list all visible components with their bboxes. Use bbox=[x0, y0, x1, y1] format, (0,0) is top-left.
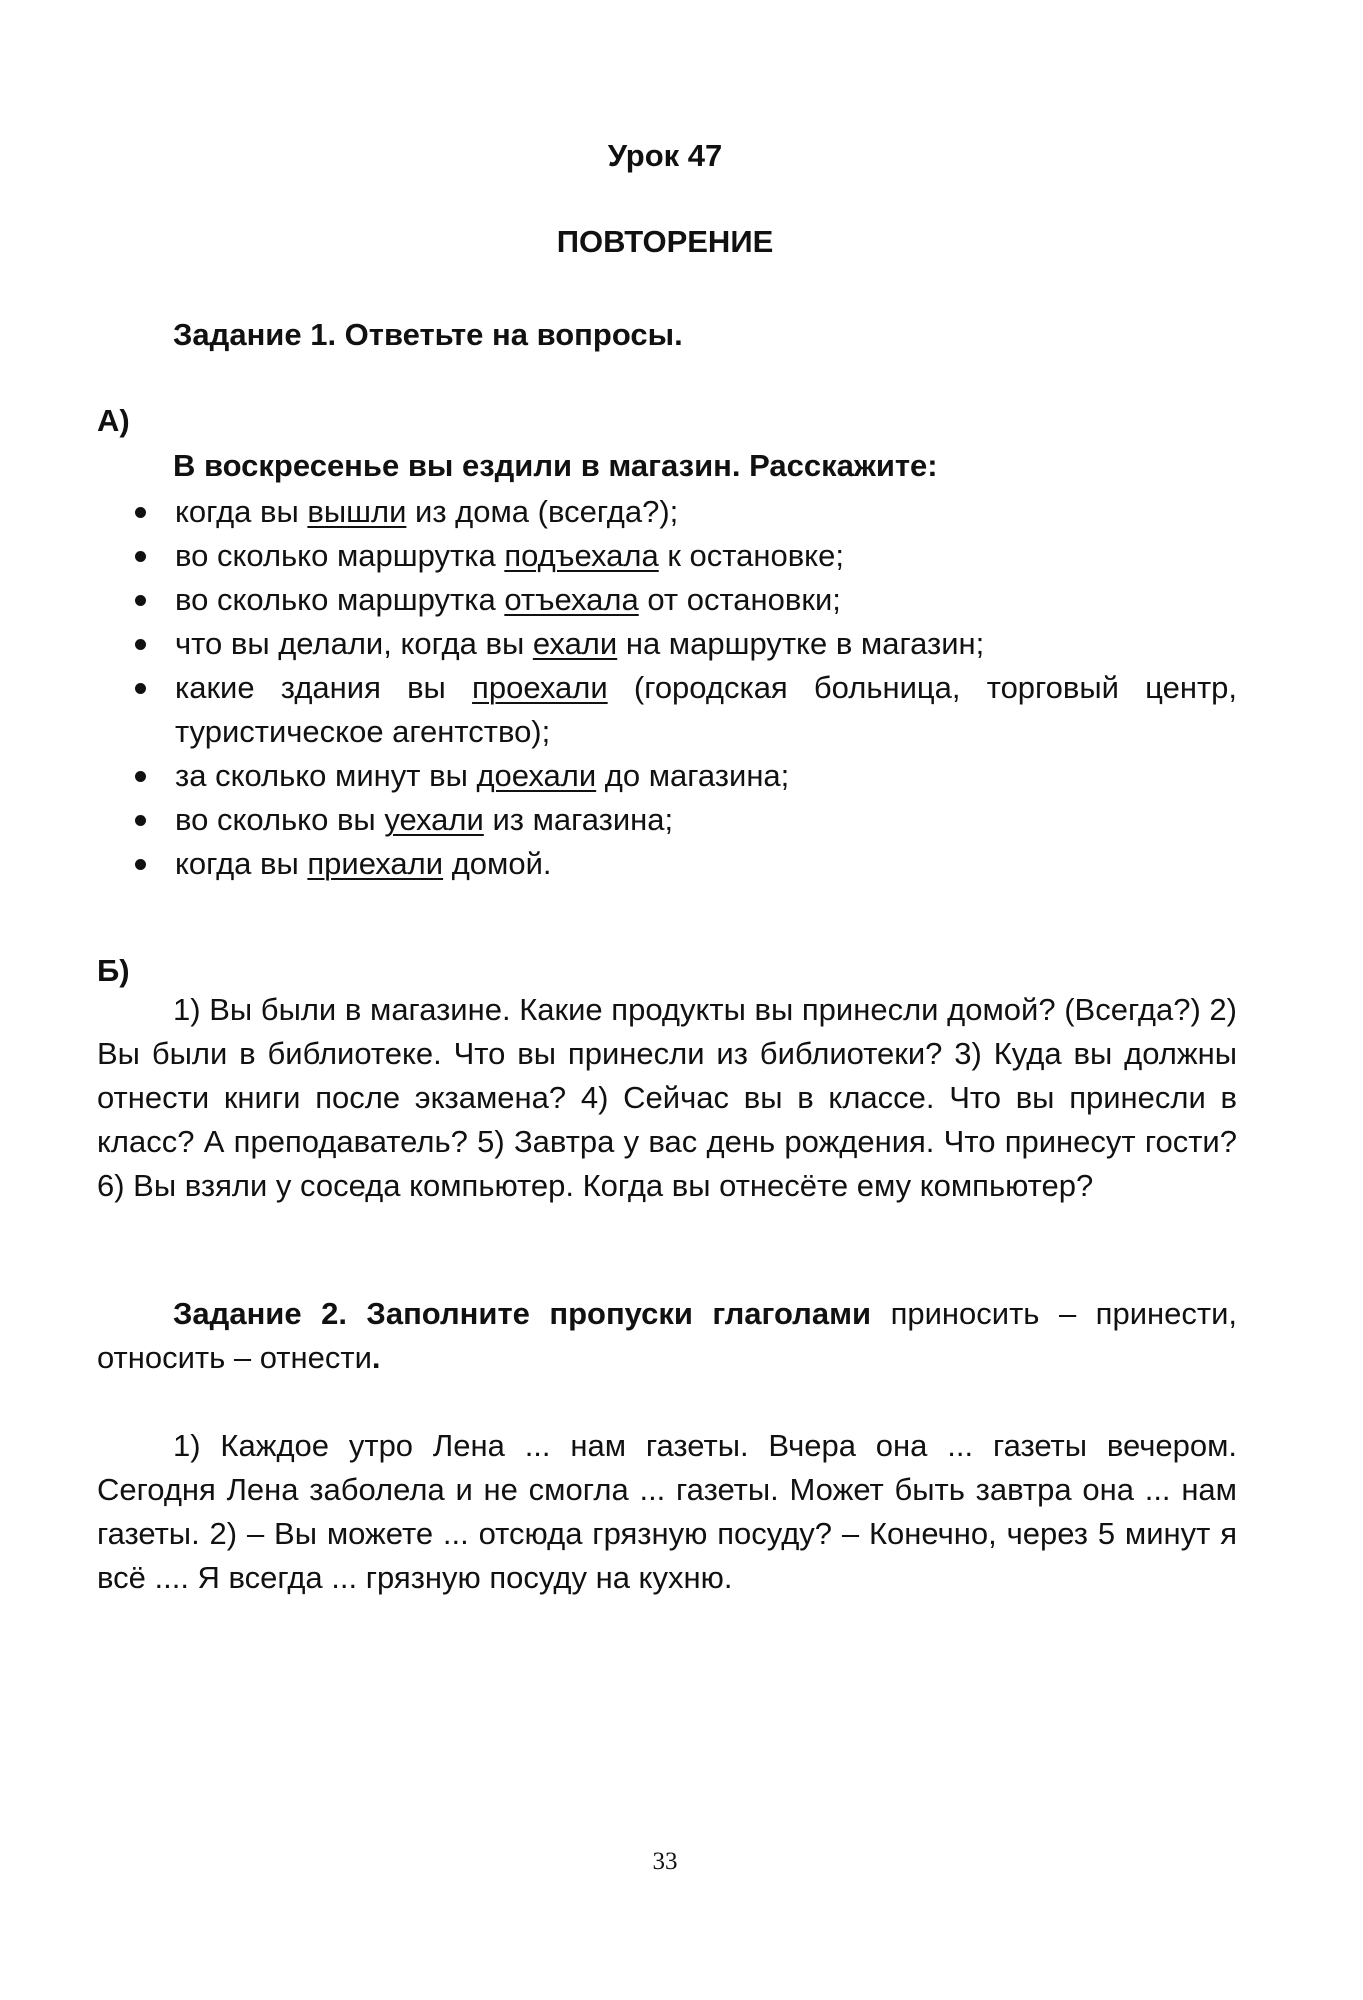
bullet-icon bbox=[135, 859, 146, 870]
part-a-label: А) bbox=[97, 403, 130, 438]
bullet-icon bbox=[135, 595, 146, 606]
underlined-verb: вышли bbox=[307, 494, 407, 529]
page-number: 33 bbox=[652, 1848, 678, 1875]
bullet-icon bbox=[135, 507, 146, 518]
underlined-verb: уехали bbox=[384, 802, 484, 837]
bullet-icon bbox=[135, 771, 146, 782]
underlined-verb: подъехала bbox=[504, 538, 659, 573]
part-a-intro: В воскресенье вы ездили в магазин. Расскажите: bbox=[173, 448, 938, 483]
lesson-subtitle: ПОВТОРЕНИЕ bbox=[556, 224, 774, 259]
task1-heading: Задание 1. Ответьте на вопросы. bbox=[173, 317, 683, 352]
part-b-text: 1) Вы были в магазине. Какие продукты вы принесли домой? (Всегда?) 2) Вы были в библиотеке. Что вы принесли из библиотеки? 3) Куда вы должны отнести книги после экзамена? 4) Сейчас вы в классе. Что вы принесли в класс? А преподаватель? 5) Завтра у вас день рождения. Что принесут гости? 6) Вы взяли у соседа компьютер. Когда вы отнесёте ему компьютер? bbox=[97, 992, 1237, 1203]
list-item: во сколько маршрутка отъехала от остановки; bbox=[97, 578, 1237, 622]
underlined-verb: доехали bbox=[476, 758, 597, 793]
underlined-verb: проехали bbox=[472, 670, 608, 705]
list-item: за сколько минут вы доехали до магазина; bbox=[97, 754, 1237, 798]
bullet-icon bbox=[135, 683, 146, 694]
question-list bbox=[97, 490, 1237, 886]
list-item: во сколько вы уехали из магазина; bbox=[97, 798, 1237, 842]
underlined-verb: отъехала bbox=[504, 582, 639, 617]
task2-text: 1) Каждое утро Лена ... нам газеты. Вчера она ... газеты вечером. Сегодня Лена заболела и не смогла ... газеты. Может быть завтра она ... нам газеты. 2) – Вы можете ... отсюда грязную посуду? – Конечно, через 5 минут я всё .... Я всегда ... грязную посуду на кухню. bbox=[97, 1428, 1237, 1595]
list-item: какие здания вы проехали (городская больница, торговый центр, туристическое агентство); bbox=[97, 666, 1237, 754]
part-b-label: Б) bbox=[97, 953, 130, 988]
list-item: во сколько маршрутка подъехала к остановке; bbox=[97, 534, 1237, 578]
underlined-verb: ехали bbox=[532, 626, 618, 661]
lesson-title: Урок 47 bbox=[607, 138, 723, 173]
bullet-icon bbox=[135, 815, 146, 826]
list-item: когда вы вышли из дома (всегда?); bbox=[97, 490, 1237, 534]
bullet-icon bbox=[135, 551, 146, 562]
underlined-verb: приехали bbox=[307, 846, 444, 881]
list-item: когда вы приехали домой. bbox=[97, 842, 1237, 886]
list-item: что вы делали, когда вы ехали на маршрутке в магазин; bbox=[97, 622, 1237, 666]
bullet-icon bbox=[135, 639, 146, 650]
task2-heading: Задание 2. Заполните пропуски глаголами приносить – принести, относить – отнести. bbox=[97, 1296, 1238, 1375]
